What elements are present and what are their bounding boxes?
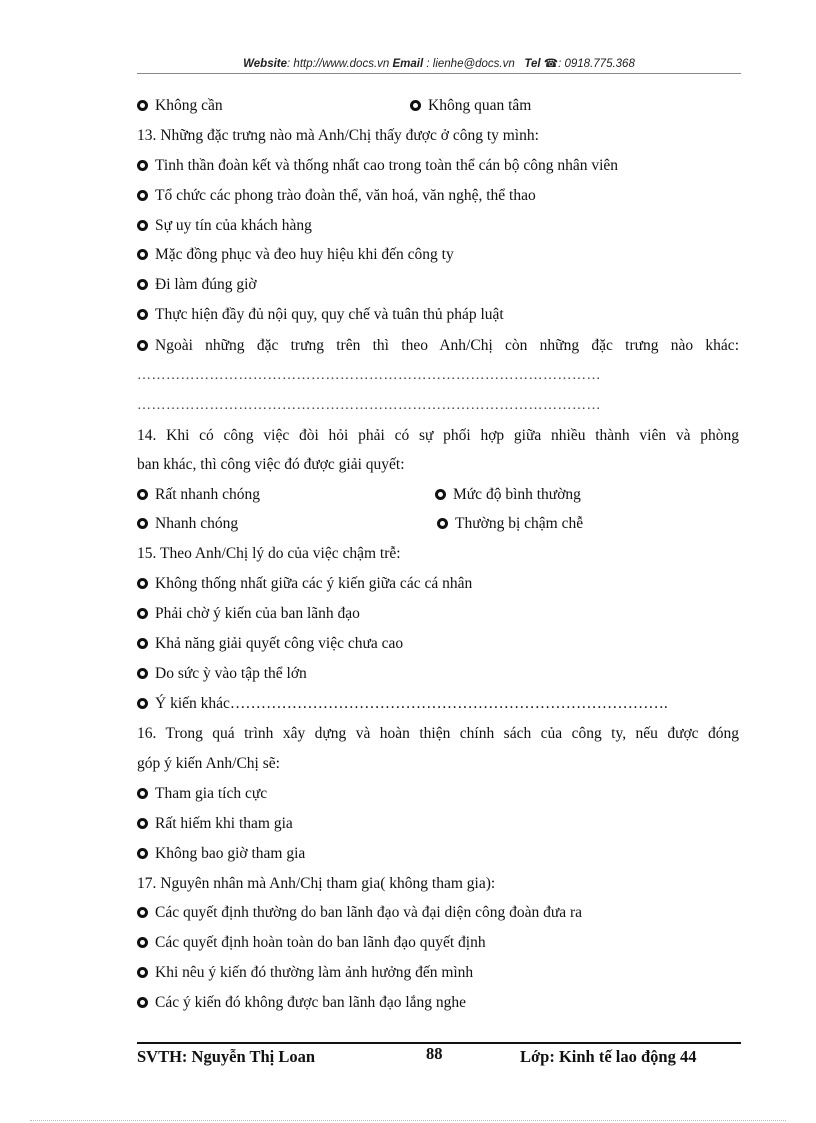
question-15: 15. Theo Anh/Chị lý do của việc chậm trễ: [137,545,401,562]
website-url[interactable]: : http://www.docs.vn [287,58,390,70]
bullet-icon [137,638,148,649]
website-label: Website [243,58,288,70]
bullet-icon [137,249,148,260]
option-row [137,844,305,864]
page-number: 88 [426,1044,443,1063]
option-row [137,336,739,356]
option-row [137,664,307,684]
bullet-icon [137,489,148,500]
option-row [137,186,536,206]
option-row [137,96,223,116]
bullet-icon [137,190,148,201]
option-text: Tinh thần đoàn kết và thống nhất cao trong toàn thể cán bộ công nhân viên [155,157,619,174]
option-row [410,96,531,116]
tel-value: : 0918.775.368 [558,58,635,70]
question-16-line-2: góp ý kiến Anh/Chị sẽ: [137,755,280,772]
fill-in-dots: …………………………………………………………………………………… [137,368,601,383]
option-row [137,814,293,834]
question-16-line-1: 16. Trong quá trình xây dựng và hoàn thiện chính sách của công ty, nếu được đóng [137,725,739,742]
bullet-icon [137,907,148,918]
option-row [437,514,583,534]
header-divider [137,73,741,74]
option-text: Không quan tâm [428,97,532,114]
option-row [137,963,473,983]
question-14-line-1: 14. Khi có công việc đòi hỏi phải có sự phối hợp giữa nhiều thành viên và phòng [137,427,739,444]
page-bottom-border [30,1120,786,1121]
option-text: Các quyết định thường do ban lãnh đạo và đại diện công đoàn đưa ra [155,904,583,921]
option-row [137,156,618,176]
option-text: Khi nêu ý kiến đó thường làm ảnh hưởng đến mình [155,964,474,981]
option-row [137,216,312,236]
question-13: 13. Những đặc trưng nào mà Anh/Chị thấy được ở công ty mình: [137,127,539,144]
option-row [137,993,466,1013]
option-text: Tham gia tích cực [155,785,268,802]
option-row [435,485,581,505]
option-text: Tổ chức các phong trào đoàn thể, văn hoá, văn nghệ, thể thao [155,187,536,204]
page-header [137,56,741,70]
option-row [137,245,454,265]
bullet-icon [137,340,148,351]
option-row [137,305,504,325]
bullet-icon [137,818,148,829]
question-14-line-2: ban khác, thì công việc đó được giải quyết: [137,456,405,473]
option-text: Rất nhanh chóng [155,486,261,503]
option-text: Sự uy tín của khách hàng [155,217,312,234]
option-row [137,903,582,923]
phone-icon: ☎ [543,58,559,70]
bullet-icon [137,967,148,978]
option-text: Khả năng giải quyết công việc chưa cao [155,635,404,652]
email-value[interactable]: : lienhe@docs.vn [423,58,515,70]
option-row [137,604,360,624]
option-text: Thực hiện đầy đủ nội quy, quy chế và tuân thủ pháp luật [155,306,504,323]
option-text: Ngoài những đặc trưng trên thì theo Anh/Chị còn những đặc trưng nào khác: [155,337,739,354]
bullet-icon [137,848,148,859]
footer-author: SVTH: Nguyễn Thị Loan [137,1047,316,1066]
option-text: Thường bị chậm chễ [455,515,584,532]
option-text: Các quyết định hoàn toàn do ban lãnh đạo quyết định [155,934,486,951]
bullet-icon [137,160,148,171]
option-row [137,784,267,804]
option-text: Nhanh chóng [155,515,239,532]
bullet-icon [435,489,446,500]
bullet-icon [137,518,148,529]
bullet-icon [437,518,448,529]
bullet-icon [137,668,148,679]
option-text: Không bao giờ tham gia [155,845,306,862]
footer-class: Lớp: Kinh tế lao động 44 [520,1047,697,1066]
bullet-icon [137,937,148,948]
option-row [137,275,257,295]
option-text: Đi làm đúng giờ [155,276,257,293]
option-row [137,933,486,953]
tel-label: Tel [524,58,541,70]
option-text: Mức độ bình thường [453,486,581,503]
option-text: Do sức ỳ vào tập thể lớn [155,665,307,682]
bullet-icon [137,997,148,1008]
option-text: Mặc đồng phục và đeo huy hiệu khi đến công ty [155,246,454,263]
bullet-icon [137,578,148,589]
option-row [137,694,668,714]
option-row [137,485,260,505]
option-row [137,574,472,594]
option-row [137,634,403,654]
option-text: Phải chờ ý kiến của ban lãnh đạo [155,605,360,622]
question-17: 17. Nguyên nhân mà Anh/Chị tham gia( không tham gia): [137,875,496,892]
email-label: Email [392,58,424,70]
bullet-icon [137,220,148,231]
fill-in-dots: …………………………………………………………………………………… [137,398,601,413]
bullet-icon [410,100,421,111]
option-row [137,514,238,534]
option-text: Ý kiến khác…………………………………………………………………………. [155,695,668,712]
bullet-icon [137,788,148,799]
option-text: Không cần [155,97,223,114]
bullet-icon [137,279,148,290]
bullet-icon [137,100,148,111]
option-text: Không thống nhất giữa các ý kiến giữa các cá nhân [155,575,473,592]
bullet-icon [137,309,148,320]
option-text: Rất hiếm khi tham gia [155,815,293,832]
bullet-icon [137,608,148,619]
bullet-icon [137,698,148,709]
option-text: Các ý kiến đó không được ban lãnh đạo lắng nghe [155,994,467,1011]
